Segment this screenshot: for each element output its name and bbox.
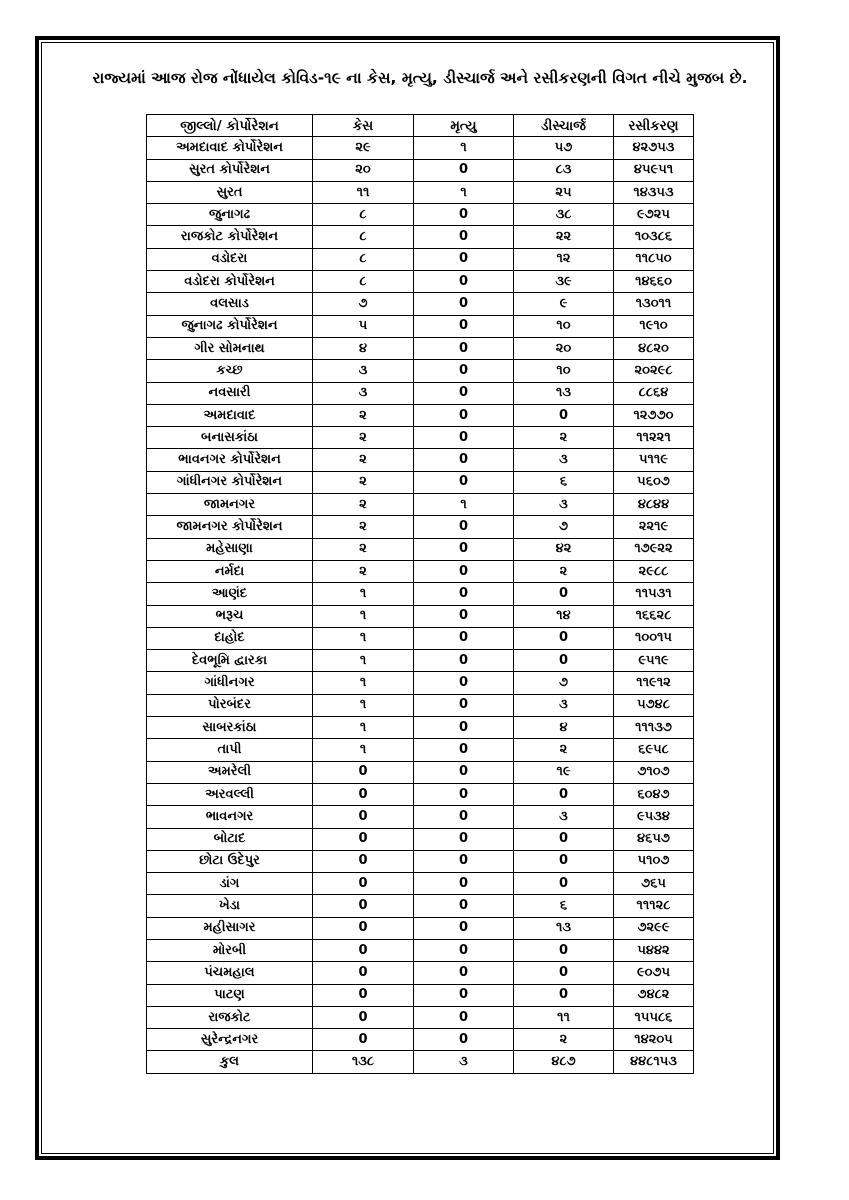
table-row xyxy=(147,650,694,672)
cell-cases: ૨ xyxy=(313,516,414,538)
cell-deaths: 0 xyxy=(414,895,514,917)
cell-cases: ૫ xyxy=(313,315,414,337)
cell-discharge: 0 xyxy=(514,962,614,984)
cell-discharge: ૧૧ xyxy=(514,1006,614,1028)
cell-vaccination: ૮૮૬૪ xyxy=(614,382,694,404)
cell-vaccination: ૧૦૩૮૬ xyxy=(614,226,694,248)
cell-district: બોટાદ xyxy=(147,828,313,850)
cell-cases: ૧ xyxy=(313,627,414,649)
cell-vaccination: ૫૭૪૮ xyxy=(614,694,694,716)
cell-discharge: ૧૦ xyxy=(514,360,614,382)
cell-deaths: 0 xyxy=(414,605,514,627)
cell-cases: 0 xyxy=(313,917,414,939)
table-row xyxy=(147,895,694,917)
cell-cases: ૧ xyxy=(313,605,414,627)
cell-district: સુરત xyxy=(147,181,313,203)
cell-discharge: ૧૪ xyxy=(514,605,614,627)
cell-cases: 0 xyxy=(313,828,414,850)
cell-discharge: ૯ xyxy=(514,293,614,315)
cell-discharge: ૧૯ xyxy=(514,761,614,783)
table-row xyxy=(147,137,694,159)
cell-vaccination: ૪૮૪૪ xyxy=(614,494,694,516)
cell-vaccination: ૧૪૩૫૩ xyxy=(614,181,694,203)
cell-cases: ૮ xyxy=(313,271,414,293)
total-cell-discharge: ૪૮૭ xyxy=(514,1051,614,1073)
total-cell-deaths: ૩ xyxy=(414,1051,514,1073)
cell-district: મહેસાણા xyxy=(147,538,313,560)
table-row xyxy=(147,271,694,293)
cell-deaths: 0 xyxy=(414,694,514,716)
cell-deaths: ૧ xyxy=(414,181,514,203)
cell-cases: ૧ xyxy=(313,672,414,694)
table-row xyxy=(147,538,694,560)
cell-discharge: ૭ xyxy=(514,672,614,694)
cell-discharge: ૪૨ xyxy=(514,538,614,560)
cell-discharge: ૬ xyxy=(514,895,614,917)
cell-vaccination: ૨૦૨૯૮ xyxy=(614,360,694,382)
cell-discharge: 0 xyxy=(514,850,614,872)
table-row xyxy=(147,181,694,203)
cell-district: બનાસકાંઠા xyxy=(147,427,313,449)
table-row xyxy=(147,560,694,582)
cell-deaths: 0 xyxy=(414,739,514,761)
cell-deaths: 0 xyxy=(414,360,514,382)
cell-district: ડાંગ xyxy=(147,873,313,895)
cell-vaccination: ૧૧૫૩૧ xyxy=(614,583,694,605)
cell-vaccination: ૧૪૨૦૫ xyxy=(614,1029,694,1051)
cell-discharge: ૨ xyxy=(514,739,614,761)
cell-district: પંચમહાલ xyxy=(147,962,313,984)
table-row xyxy=(147,404,694,426)
cell-vaccination: ૭૬૫ xyxy=(614,873,694,895)
table-row xyxy=(147,627,694,649)
cell-deaths: 0 xyxy=(414,939,514,961)
cell-vaccination: ૧૧૨૨૧ xyxy=(614,427,694,449)
cell-deaths: 0 xyxy=(414,583,514,605)
cell-district: અમરેલી xyxy=(147,761,313,783)
total-cell-vaccination: ૪૪૮૧૫૩ xyxy=(614,1051,694,1073)
cell-vaccination: ૯૦૭૫ xyxy=(614,962,694,984)
cell-district: જામનગર xyxy=(147,494,313,516)
cell-district: ભાવનગર xyxy=(147,806,313,828)
cell-discharge: 0 xyxy=(514,650,614,672)
cell-deaths: 0 xyxy=(414,783,514,805)
cell-district: જુનાગઢ xyxy=(147,204,313,226)
cell-district: સુરેન્દ્રનગર xyxy=(147,1029,313,1051)
cell-deaths: 0 xyxy=(414,650,514,672)
cell-deaths: 0 xyxy=(414,471,514,493)
cell-district: જુનાગઢ કોર્પોરેશન xyxy=(147,315,313,337)
cell-vaccination: ૫૪૪૨ xyxy=(614,939,694,961)
cell-vaccination: ૧૧૧૨૮ xyxy=(614,895,694,917)
header-deaths: મૃત્યુ xyxy=(414,115,514,137)
cell-vaccination: ૧૭૯૨૨ xyxy=(614,538,694,560)
cell-vaccination: ૭૧૦૭ xyxy=(614,761,694,783)
cell-discharge: ૩૮ xyxy=(514,204,614,226)
table-row xyxy=(147,583,694,605)
header-vaccination: રસીકરણ xyxy=(614,115,694,137)
cell-cases: 0 xyxy=(313,939,414,961)
cell-discharge: ૨૦ xyxy=(514,337,614,359)
cell-vaccination: ૧૬૬૨૮ xyxy=(614,605,694,627)
cell-cases: ૧ xyxy=(313,739,414,761)
cell-discharge: ૩૯ xyxy=(514,271,614,293)
cell-deaths: 0 xyxy=(414,248,514,270)
cell-discharge: ૮૩ xyxy=(514,159,614,181)
cell-discharge: ૨ xyxy=(514,1029,614,1051)
cell-district: નવસારી xyxy=(147,382,313,404)
cell-vaccination: ૯૫૧૯ xyxy=(614,650,694,672)
cell-district: ભરૂચ xyxy=(147,605,313,627)
cell-vaccination: ૭૪૮૨ xyxy=(614,984,694,1006)
table-row xyxy=(147,449,694,471)
table-row xyxy=(147,962,694,984)
total-cell-district: કુલ xyxy=(147,1051,313,1073)
cell-deaths: 0 xyxy=(414,337,514,359)
cell-cases: ૩ xyxy=(313,360,414,382)
total-cell-cases: ૧૩૮ xyxy=(313,1051,414,1073)
table-header-row xyxy=(147,115,694,137)
cell-district: ખેડા xyxy=(147,895,313,917)
cell-cases: 0 xyxy=(313,962,414,984)
table-row xyxy=(147,159,694,181)
cell-vaccination: ૧૨૭૭૦ xyxy=(614,404,694,426)
table-row xyxy=(147,917,694,939)
cell-discharge: ૬ xyxy=(514,471,614,493)
cell-deaths: 0 xyxy=(414,449,514,471)
cell-vaccination: ૫૬૦૭ xyxy=(614,471,694,493)
cell-deaths: ૧ xyxy=(414,494,514,516)
table-row xyxy=(147,672,694,694)
cell-discharge: ૧૩ xyxy=(514,917,614,939)
cell-deaths: 0 xyxy=(414,1006,514,1028)
table-row xyxy=(147,204,694,226)
cell-vaccination: ૨૯૮૮ xyxy=(614,560,694,582)
table-row xyxy=(147,873,694,895)
cell-deaths: 0 xyxy=(414,538,514,560)
cell-cases: 0 xyxy=(313,984,414,1006)
cell-deaths: 0 xyxy=(414,226,514,248)
cell-district: દેવભૂમિ દ્વારકા xyxy=(147,650,313,672)
table-row xyxy=(147,471,694,493)
cell-deaths: ૧ xyxy=(414,137,514,159)
cell-district: વલસાડ xyxy=(147,293,313,315)
table-row xyxy=(147,1029,694,1051)
cell-deaths: 0 xyxy=(414,159,514,181)
cell-district: ગીર સોમનાથ xyxy=(147,337,313,359)
cell-vaccination: ૪૨૭૫૩ xyxy=(614,137,694,159)
cell-cases: ૧ xyxy=(313,717,414,739)
cell-vaccination: ૪૮૨૦ xyxy=(614,337,694,359)
cell-vaccination: ૫૧૦૭ xyxy=(614,850,694,872)
cell-cases: ૮ xyxy=(313,248,414,270)
cell-vaccination: ૧૫૫૮૬ xyxy=(614,1006,694,1028)
header-district: જીલ્લો/ કોર્પોરેશન xyxy=(147,115,313,137)
cell-cases: ૪ xyxy=(313,337,414,359)
cell-discharge: ૧૩ xyxy=(514,382,614,404)
table-row xyxy=(147,783,694,805)
cell-vaccination: ૪૬૫૭ xyxy=(614,828,694,850)
cell-discharge: ૭ xyxy=(514,516,614,538)
cell-vaccination: ૬૦૪૭ xyxy=(614,783,694,805)
cell-discharge: ૨૨ xyxy=(514,226,614,248)
table-row xyxy=(147,516,694,538)
table-row xyxy=(147,939,694,961)
cell-discharge: ૨૫ xyxy=(514,181,614,203)
table-row xyxy=(147,315,694,337)
cell-deaths: 0 xyxy=(414,204,514,226)
table-row xyxy=(147,382,694,404)
table-row xyxy=(147,761,694,783)
cell-vaccination: ૬૯૫૮ xyxy=(614,739,694,761)
cell-deaths: 0 xyxy=(414,516,514,538)
cell-vaccination: ૧૦૦૧૫ xyxy=(614,627,694,649)
table-row xyxy=(147,850,694,872)
cell-discharge: ૨ xyxy=(514,560,614,582)
cell-deaths: 0 xyxy=(414,717,514,739)
cell-cases: ૨ xyxy=(313,560,414,582)
cell-cases: 0 xyxy=(313,850,414,872)
table-row xyxy=(147,717,694,739)
cell-deaths: 0 xyxy=(414,828,514,850)
cell-district: છોટા ઉદેપુર xyxy=(147,850,313,872)
cell-cases: 0 xyxy=(313,783,414,805)
cell-deaths: 0 xyxy=(414,962,514,984)
cell-cases: ૮ xyxy=(313,226,414,248)
cell-vaccination: ૧૧૮૫૦ xyxy=(614,248,694,270)
cell-deaths: 0 xyxy=(414,806,514,828)
table-row xyxy=(147,1006,694,1028)
header-discharge: ડીસ્ચાર્જ xyxy=(514,115,614,137)
cell-vaccination: ૨૨૧૯ xyxy=(614,516,694,538)
cell-district: પાટણ xyxy=(147,984,313,1006)
cell-discharge: 0 xyxy=(514,627,614,649)
table-row xyxy=(147,360,694,382)
table-row xyxy=(147,337,694,359)
cell-district: ભાવનગર કોર્પોરેશન xyxy=(147,449,313,471)
covid-district-table xyxy=(146,114,694,1074)
cell-deaths: 0 xyxy=(414,850,514,872)
cell-district: સુરત કોર્પોરેશન xyxy=(147,159,313,181)
cell-cases: 0 xyxy=(313,1029,414,1051)
cell-discharge: ૨ xyxy=(514,427,614,449)
cell-district: રાજકોટ xyxy=(147,1006,313,1028)
cell-deaths: 0 xyxy=(414,382,514,404)
cell-deaths: 0 xyxy=(414,672,514,694)
cell-discharge: ૧૨ xyxy=(514,248,614,270)
cell-district: અમદાવાદ xyxy=(147,404,313,426)
table-row xyxy=(147,984,694,1006)
cell-district: મોરબી xyxy=(147,939,313,961)
cell-cases: ૨ xyxy=(313,427,414,449)
cell-discharge: 0 xyxy=(514,783,614,805)
cell-cases: ૨ xyxy=(313,449,414,471)
cell-district: અરવલ્લી xyxy=(147,783,313,805)
cell-deaths: 0 xyxy=(414,873,514,895)
cell-district: રાજકોટ કોર્પોરેશન xyxy=(147,226,313,248)
cell-district: ગાંધીનગર કોર્પોરેશન xyxy=(147,471,313,493)
cell-cases: ૨ xyxy=(313,471,414,493)
cell-cases: ૩ xyxy=(313,382,414,404)
table-row xyxy=(147,806,694,828)
cell-cases: 0 xyxy=(313,1006,414,1028)
cell-vaccination: ૯૭૨૫ xyxy=(614,204,694,226)
cell-district: પોરબંદર xyxy=(147,694,313,716)
table-row xyxy=(147,293,694,315)
cell-district: મહીસાગર xyxy=(147,917,313,939)
cell-vaccination: ૭૨૯૯ xyxy=(614,917,694,939)
cell-deaths: 0 xyxy=(414,984,514,1006)
cell-deaths: 0 xyxy=(414,427,514,449)
cell-discharge: ૫૭ xyxy=(514,137,614,159)
cell-cases: ૧ xyxy=(313,583,414,605)
cell-deaths: 0 xyxy=(414,315,514,337)
cell-cases: 0 xyxy=(313,873,414,895)
cell-deaths: 0 xyxy=(414,761,514,783)
cell-deaths: 0 xyxy=(414,627,514,649)
cell-discharge: ૩ xyxy=(514,694,614,716)
cell-discharge: 0 xyxy=(514,828,614,850)
header-cases: કેસ xyxy=(313,115,414,137)
cell-cases: 0 xyxy=(313,895,414,917)
cell-deaths: 0 xyxy=(414,293,514,315)
cell-discharge: ૩ xyxy=(514,806,614,828)
cell-deaths: 0 xyxy=(414,404,514,426)
table-row xyxy=(147,828,694,850)
cell-vaccination: ૯૫૩૪ xyxy=(614,806,694,828)
table-row xyxy=(147,248,694,270)
cell-district: આણંદ xyxy=(147,583,313,605)
cell-deaths: 0 xyxy=(414,271,514,293)
cell-discharge: 0 xyxy=(514,583,614,605)
cell-vaccination: ૪૫૯૫૧ xyxy=(614,159,694,181)
cell-discharge: ૩ xyxy=(514,494,614,516)
cell-discharge: ૧૦ xyxy=(514,315,614,337)
cell-district: વડોદરા કોર્પોરેશન xyxy=(147,271,313,293)
table-row xyxy=(147,494,694,516)
cell-cases: ૭ xyxy=(313,293,414,315)
cell-cases: ૨ xyxy=(313,404,414,426)
cell-cases: ૨૦ xyxy=(313,159,414,181)
cell-cases: ૧૧ xyxy=(313,181,414,203)
cell-district: વડોદરા xyxy=(147,248,313,270)
cell-vaccination: ૧૯૧૦ xyxy=(614,315,694,337)
table-row xyxy=(147,694,694,716)
table-row xyxy=(147,226,694,248)
table-body xyxy=(147,137,694,1073)
cell-district: અમદાવાદ કોર્પોરેશન xyxy=(147,137,313,159)
cell-district: નર્મદા xyxy=(147,560,313,582)
cell-cases: ૨ xyxy=(313,538,414,560)
cell-cases: 0 xyxy=(313,806,414,828)
document-title: રાજ્યમાં આજ રોજ નોંધાયેલ કોવિડ-૧૯ ના કેસ, મૃત્યુ, ડીસ્ચાર્જ અને રસીકરણની વિગત નીચે મુજબ છે. xyxy=(92,69,748,87)
cell-vaccination: ૧૧૧૩૭ xyxy=(614,717,694,739)
cell-district: ગાંધીનગર xyxy=(147,672,313,694)
table-row xyxy=(147,427,694,449)
cell-vaccination: ૧૪૬૬૦ xyxy=(614,271,694,293)
cell-vaccination: ૧૧૯૧૨ xyxy=(614,672,694,694)
cell-cases: ૧ xyxy=(313,694,414,716)
cell-cases: ૨૯ xyxy=(313,137,414,159)
cell-vaccination: ૧૩૦૧૧ xyxy=(614,293,694,315)
cell-discharge: 0 xyxy=(514,984,614,1006)
cell-cases: ૨ xyxy=(313,494,414,516)
cell-discharge: ૪ xyxy=(514,717,614,739)
table-row xyxy=(147,605,694,627)
cell-district: સાબરકાંઠા xyxy=(147,717,313,739)
cell-deaths: 0 xyxy=(414,560,514,582)
cell-deaths: 0 xyxy=(414,917,514,939)
cell-district: દાહોદ xyxy=(147,627,313,649)
cell-discharge: 0 xyxy=(514,939,614,961)
cell-cases: ૮ xyxy=(313,204,414,226)
cell-cases: ૧ xyxy=(313,650,414,672)
cell-deaths: 0 xyxy=(414,1029,514,1051)
cell-district: તાપી xyxy=(147,739,313,761)
cell-discharge: 0 xyxy=(514,404,614,426)
table-row xyxy=(147,739,694,761)
cell-discharge: ૩ xyxy=(514,449,614,471)
cell-district: જામનગર કોર્પોરેશન xyxy=(147,516,313,538)
cell-discharge: 0 xyxy=(514,873,614,895)
table-total-row xyxy=(147,1051,694,1073)
cell-vaccination: ૫૧૧૯ xyxy=(614,449,694,471)
cell-cases: 0 xyxy=(313,761,414,783)
cell-district: કચ્છ xyxy=(147,360,313,382)
